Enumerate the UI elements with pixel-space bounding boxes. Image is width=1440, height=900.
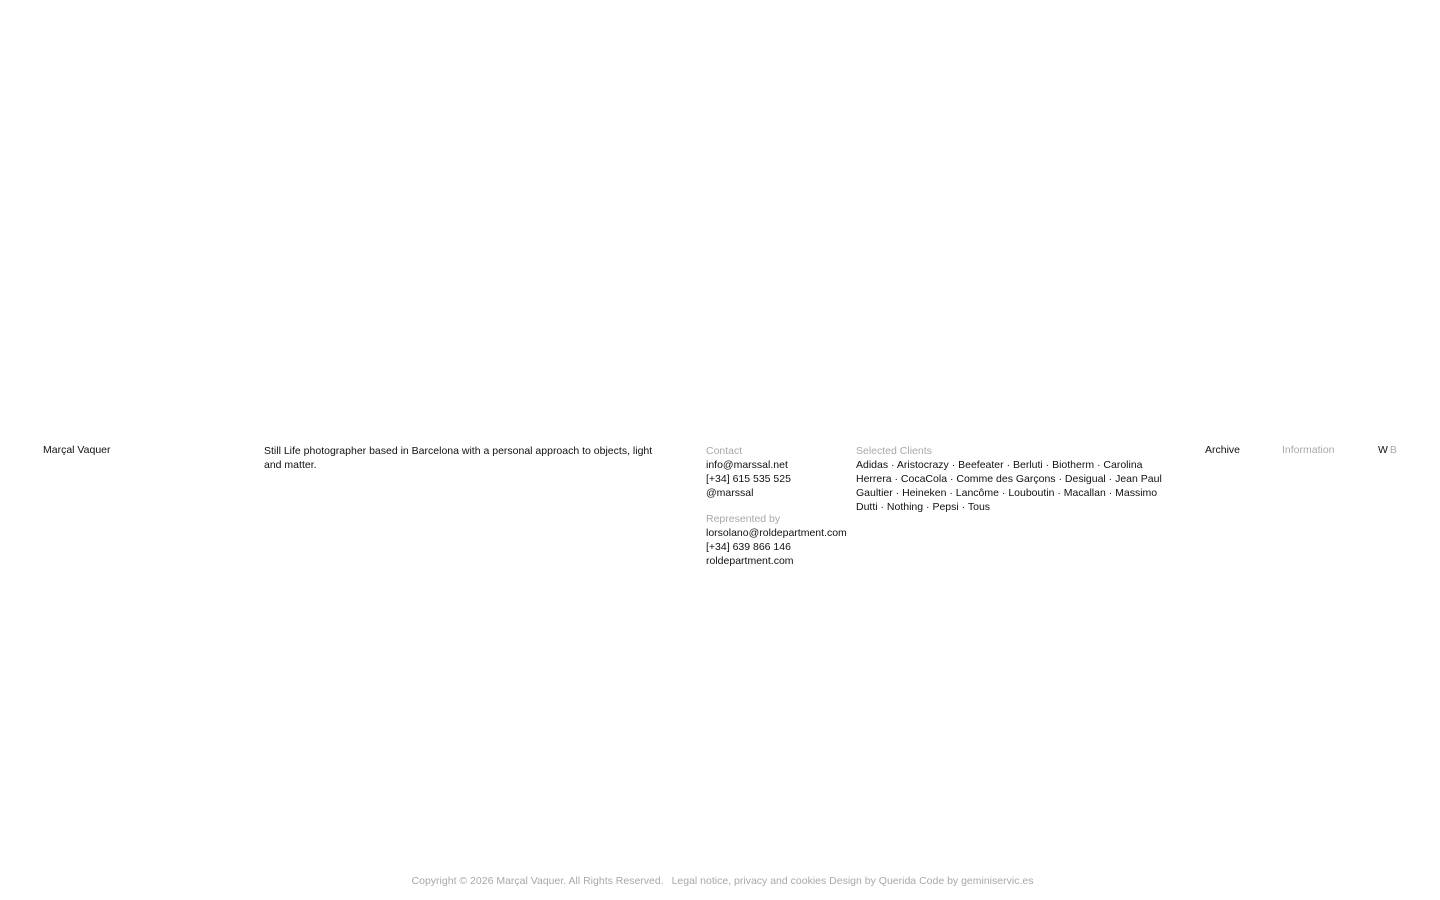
representation-block	[706, 512, 856, 568]
site-name-link[interactable]: Marçal Vaquer	[43, 444, 111, 456]
contact-block	[706, 444, 856, 500]
black-mode-button[interactable]: B	[1389, 444, 1397, 456]
color-mode-toggle	[1378, 443, 1397, 457]
footer	[0, 874, 1440, 888]
design-credit-link[interactable]: Design by Querida	[829, 875, 917, 887]
copyright-text: Copyright © 2026 Marçal Vaquer. All Rights Reserved.	[411, 875, 664, 887]
bio-text: Still Life photographer based in Barcelona with a personal approach to objects, light and matter.	[264, 445, 653, 471]
white-mode-button[interactable]: W	[1378, 444, 1388, 456]
agency-phone-link[interactable]: [+34] 639 866 146	[706, 541, 791, 553]
code-credit-link[interactable]: Code by geminiservic.es	[919, 875, 1034, 887]
contact-email-link[interactable]: info@marssal.net	[706, 459, 788, 471]
nav-archive-link[interactable]: Archive	[1205, 444, 1241, 456]
clients-list: Adidas · Aristocrazy · Beefeater · Berluti · Biotherm · Carolina Herrera · CocaCola · Comme des Garçons · Desigual · Jean Paul Gaultier · Heineken · Lancôme · Louboutin · Macallan · Massimo Dutti · Nothing · Pepsi · Tous	[856, 459, 1162, 513]
legal-notice-link[interactable]: Legal notice, privacy and cookies	[671, 875, 827, 887]
contact-label: Contact	[706, 445, 743, 457]
agency-email-link[interactable]: lorsolano@roldepartment.com	[706, 527, 847, 539]
agency-website-link[interactable]: roldepartment.com	[706, 555, 794, 567]
instagram-link[interactable]: @marssal	[706, 487, 754, 499]
nav-information-link[interactable]: Information	[1282, 444, 1335, 456]
clients-label: Selected Clients	[856, 445, 932, 457]
representation-label: Represented by	[706, 513, 781, 525]
contact-column	[706, 444, 856, 568]
clients-column	[856, 444, 1181, 514]
contact-phone-link[interactable]: [+34] 615 535 525	[706, 473, 791, 485]
